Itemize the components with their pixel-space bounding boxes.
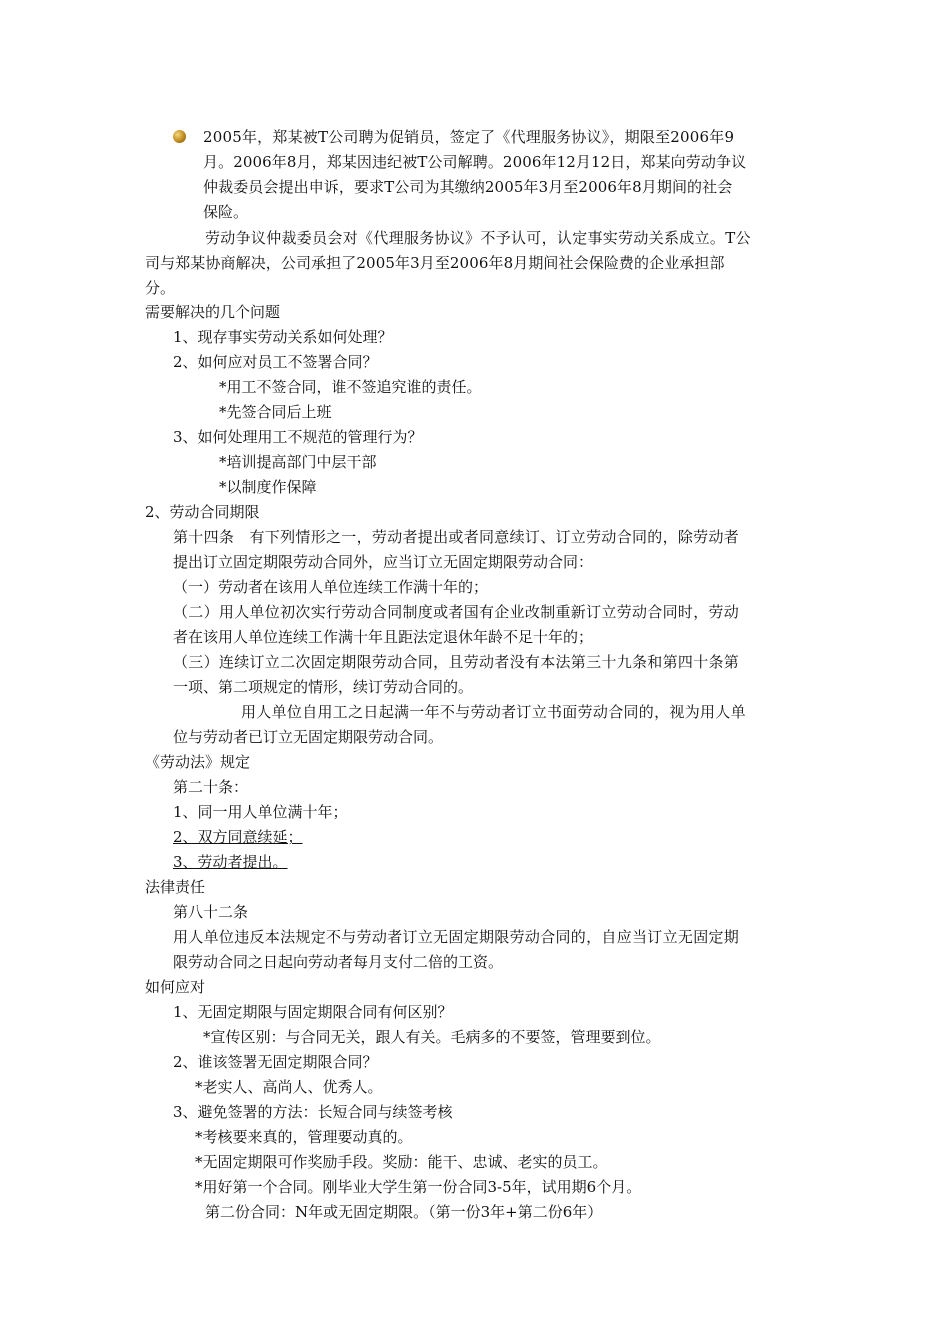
list-item: 1、同一用人单位满十年； [173,803,348,821]
section-heading: 《劳动法》规定 [145,753,251,771]
text-line: 分。 [145,279,176,297]
text-line: （一）劳动者在该用人单位连续工作满十年的； [173,578,489,596]
list-item: *宣传区别：与合同无关，跟人有关。毛病多的不要签，管理要到位。 [203,1028,661,1046]
list-item: 3、如何处理用工不规范的管理行为？ [173,428,423,446]
list-item: *无固定期限可作奖励手段。奖励：能干、忠诚、老实的员工。 [195,1153,608,1171]
text-line: 仲裁委员会提出申诉，要求T公司为其缴纳2005年3月至2006年8月期间的社会 [203,178,733,196]
list-item: *培训提高部门中层干部 [219,453,377,471]
list-item: 2、如何应对员工不签署合同？ [173,353,378,371]
text-line: 劳动争议仲裁委员会对《代理服务协议》不予认可，认定事实劳动关系成立。T公 [205,229,751,247]
text-line: 第二十条： [173,778,249,796]
list-item: *先签合同后上班 [219,403,332,421]
list-item: *以制度作保障 [219,478,317,496]
text-line: 限劳动合同之日起向劳动者每月支付二倍的工资。 [173,953,504,971]
section-heading: 如何应对 [145,978,206,996]
list-item: 3、劳动者提出。 [173,853,288,871]
text-line: （二）用人单位初次实行劳动合同制度或者国有企业改制重新订立劳动合同时，劳动 [173,603,740,621]
list-item: *老实人、高尚人、优秀人。 [195,1078,383,1096]
list-item: 第二份合同：N年或无固定期限。（第一份3年+第二份6年） [205,1203,603,1221]
text-line: （三）连续订立二次固定期限劳动合同，且劳动者没有本法第三十九条和第四十条第 [173,653,740,671]
text-line: 第八十二条 [173,903,249,921]
bullet-icon [173,130,186,143]
text-line: 一项、第二项规定的情形，续订劳动合同的。 [173,678,474,696]
list-item: *用好第一个合同。刚毕业大学生第一份合同3-5年，试用期6个月。 [195,1178,642,1196]
text-line: 司与郑某协商解决，公司承担了2005年3月至2006年8月期间社会保险费的企业承担部 [145,254,725,272]
text-line: 月。2006年8月，郑某因违纪被T公司解聘。2006年12月12日，郑某向劳动争议 [203,153,747,171]
list-item: *考核要来真的，管理要动真的。 [195,1128,413,1146]
list-item: *用工不签合同，谁不签追究谁的责任。 [219,378,482,396]
text-line: 用人单位违反本法规定不与劳动者订立无固定期限劳动合同的，自应当订立无固定期 [173,928,740,946]
list-item: 1、现存事实劳动关系如何处理？ [173,328,393,346]
list-item: 2、双方同意续延； [173,828,303,846]
text-line: 用人单位自用工之日起满一年不与劳动者订立书面劳动合同的，视为用人单 [241,703,746,721]
text-line: 者在该用人单位连续工作满十年且距法定退休年龄不足十年的； [173,628,594,646]
list-item: 3、避免签署的方法：长短合同与续签考核 [173,1103,453,1121]
section-heading: 法律责任 [145,878,206,896]
section-heading: 2、劳动合同期限 [145,503,260,521]
list-item: 2、谁该签署无固定期限合同？ [173,1053,378,1071]
text-line: 提出订立固定期限劳动合同外，应当订立无固定期限劳动合同： [173,553,594,571]
text-line: 保险。 [203,203,249,221]
text-line: 位与劳动者已订立无固定期限劳动合同。 [173,728,444,746]
text-line: 2005年，郑某被T公司聘为促销员，签定了《代理服务协议》，期限至2006年9 [203,128,735,146]
list-item: 1、无固定期限与固定期限合同有何区别？ [173,1003,453,1021]
text-line: 第十四条 有下列情形之一，劳动者提出或者同意续订、订立劳动合同的，除劳动者 [173,528,740,546]
section-heading: 需要解决的几个问题 [145,303,281,321]
